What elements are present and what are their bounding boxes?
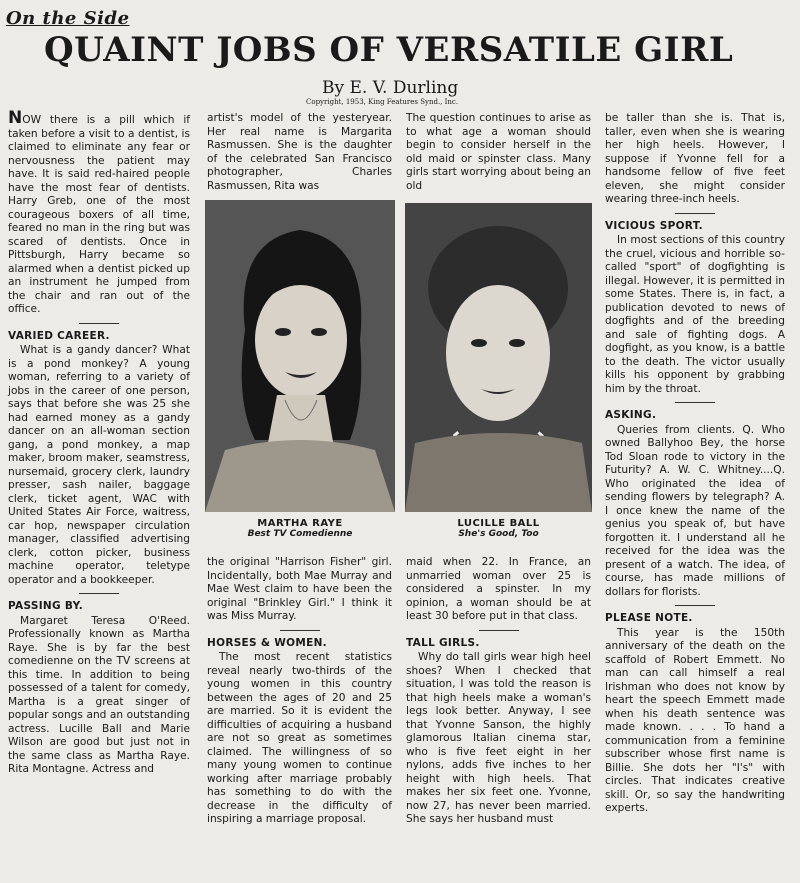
lucille-ball-photo xyxy=(405,203,592,512)
column-2-bottom xyxy=(207,556,392,827)
photo-caption: Best TV Comedienne xyxy=(247,529,353,539)
divider-rule xyxy=(79,323,119,324)
col3-paragraph-1: maid when 22. In France, an unmarried woman over 25 is considered a spinster. In my opinion, a woman should be at least 30 before put in that class. xyxy=(406,556,591,622)
byline: By E. V. Durling xyxy=(322,78,459,98)
photo-name: MARTHA RAYE xyxy=(257,518,343,529)
col3-paragraph-2: Why do tall girls wear high heel shoes? When I checked that situation, I was told the reason is that high heels make a woman's legs look better. Anyway, I see that Yvonne Sanson, the highly glamorous Italian cinema star, who is five feet eight in her nylons, adds five inches to her height with high heels. That makes her six feet one. Yvonne, now 27, has never been married. She says her husband must xyxy=(406,651,591,825)
photo-name: LUCILLE BALL xyxy=(457,518,540,529)
column-3-bottom xyxy=(406,556,591,827)
col1-paragraph-2: What is a gandy dancer? What is a pond monkey? A young woman, referring to a variety of jobs in the career of one person, says that before she was 25 she had earned money as a gandy dancer on an all-woman section gang, a pond monkey, a map maker, broom maker, seamstress, nursemaid, grocery clerk, laundry presser, sash nailer, baggage clerk, ticket agent, WAC with United States Air Force, waitress, car hop, newspaper circulation manager, classified advertising clerk, cotton picker, business machine operator, teletype operator and a bookkeeper. xyxy=(8,344,190,586)
col2-top-paragraph: artist's model of the yesteryear. Her real name is Margarita Rasmussen. She is the daughter of the celebrated San Francisco photographer, Charles Rasmussen, Rita was xyxy=(207,112,392,192)
col2-paragraph-1: the original "Harrison Fisher" girl. Incidentally, both Mae Murray and Mae West claim to have been the original "Brinkley Girl." I think it was Miss Murray. xyxy=(207,556,392,622)
drop-cap: N xyxy=(8,108,23,128)
col2-paragraph-2: The most recent statistics reveal nearly two-thirds of the young women in this country between the ages of 20 and 25 are married. So it is evident the difficulties of acquiring a husband are not so great as sometimes claimed. The willingness of so many young women to continue working after marriage probably has something to do with the decrease in the difficulty of inspiring a marriage proposal. xyxy=(207,651,392,825)
martha-raye-photo xyxy=(205,200,395,512)
divider-rule xyxy=(479,630,519,631)
portrait-image xyxy=(205,200,395,512)
column-3-top xyxy=(406,112,591,193)
divider-rule xyxy=(675,402,715,403)
subhead-tall-girls: TALL GIRLS. xyxy=(406,636,480,649)
subhead-vicious-sport: VICIOUS SPORT. xyxy=(605,219,703,232)
divider-rule xyxy=(675,605,715,606)
photo-caption: She's Good, Too xyxy=(458,529,539,539)
divider-rule xyxy=(280,630,320,631)
col1-paragraph-1: NOW there is a pill which if taken before a visit to a dentist, is claimed to eliminate any fear or nervousness the patient may have. It is said red-haired people have the most fear of dentists. Harry Greb, one of the most courageous boxers of all time, feared no man in the ring but was scared of dentists. Once in Pittsburgh, Harry became so alarmed when a dentist picked up an instrument he jumped from the chair and ran out of the office. xyxy=(8,108,190,315)
kicker: On the Side xyxy=(6,8,130,29)
column-2-top xyxy=(207,112,392,193)
col1-paragraph-3: Margaret Teresa O'Reed. Professionally known as Martha Raye. She is by far the best comedienne on the TV screens at this time. In addition to being possessed of a talent for comedy, Martha is a great singer of popular songs and an outstanding actress. Lucille Ball and Marie Wilson are good but just not in the same class as Martha Raye. Rita Montagne. Actress and xyxy=(8,614,190,775)
column-4 xyxy=(605,112,785,816)
column-1 xyxy=(8,108,190,777)
divider-rule xyxy=(675,213,715,214)
subhead-passing-by: PASSING BY. xyxy=(8,600,84,612)
col4-paragraph-1: be taller than she is. That is, taller, even when she is wearing her high heels. However, I suppose if Yvonne fell for a handsome fellow of five feet eleven, she might consider wearing three-inch heels. xyxy=(605,112,785,205)
divider-rule xyxy=(79,593,119,594)
col3-top-paragraph: The question continues to arise as to what age a woman should begin to consider herself in the old maid or spinster class. Many girls start worrying about being an old xyxy=(406,112,591,192)
subhead-please-note: PLEASE NOTE. xyxy=(605,612,693,624)
subhead-asking: ASKING. xyxy=(605,409,657,421)
martha-raye-caption xyxy=(205,518,395,539)
portrait-image xyxy=(405,203,592,512)
col4-paragraph-2: In most sections of this country the cruel, vicious and horrible so-called "sport" of dogfighting is illegal. However, it is permitted in some States. There is, in fact, a publication devoted to news of dogfights and of the breeding and sale of fighting dogs. A dogfight, as you know, is a battle to the death. The victor usually kills his opponent by grabbing him by the throat. xyxy=(605,234,785,395)
subhead-varied-career: VARIED CAREER. xyxy=(8,329,110,342)
col4-paragraph-4: This year is the 150th anniversary of the death on the scaffold of Robert Emmett. No man can call himself a real Irishman who does not know by heart the speech Emmett made when his death sentence was made known. . . . To hand a communication from a feminine subscriber whose first name is Billie. She dots her "I's" with circles. That indicates creative skill. Or, so say the handwriting experts. xyxy=(605,626,785,814)
col4-paragraph-3: Queries from clients. Q. Who owned Ballyhoo Bey, the horse Tod Sloan rode to victory in the Futurity? A. W. C. Whitney....Q. Who originated the idea of sending flowers by telegraph? A. I once knew the name of the genius you speak of, but have forgotten it. I understand all he received for the idea was the present of a watch. The idea, of course, has made millions of dollars for florists. xyxy=(605,423,785,598)
lucille-ball-caption xyxy=(405,518,592,539)
headline: QUAINT JOBS OF VERSATILE GIRL xyxy=(44,30,734,70)
subhead-horses-women: HORSES & WOMEN. xyxy=(207,636,327,649)
copyright-line: Copyright, 1953, King Features Synd., Inc. xyxy=(306,98,459,106)
